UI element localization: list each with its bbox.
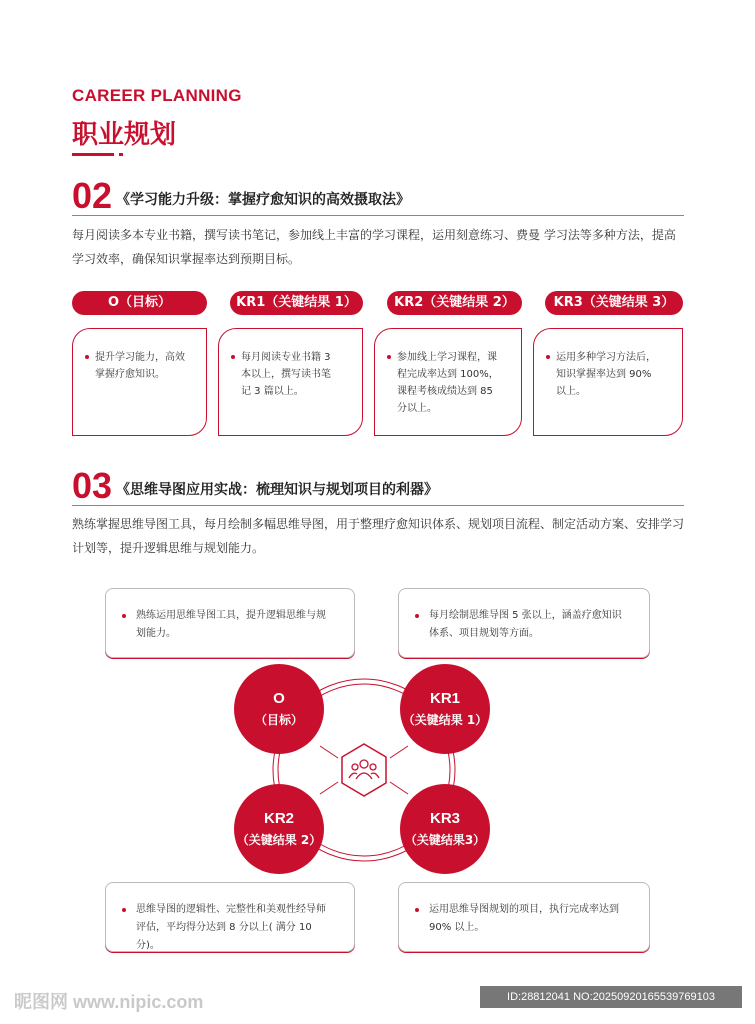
watermark-site: 昵图网 www.nipic.com [14,992,204,1012]
card-kr1-text: 每月阅读专业书籍 3 本以上，撰写读书笔 记 3 篇以上。 [241,352,331,397]
circle-kr1 [400,664,490,754]
circle-kr2-label: KR2 [263,810,294,827]
section-02-number: 02 [72,175,113,216]
spoke-br [390,782,408,794]
circle-kr3-sub: （关键结果3） [404,833,486,847]
card-kr2-text: 参加线上学习课程，课 程完成率达到 100%， 课程考核成绩达到 85 分以上。 [397,352,499,414]
spoke-tr [390,746,408,758]
section-02-paragraph: 每月阅读多本专业书籍，撰写读书笔记，参加线上丰富的学习课程，运用刻意练习、费曼 学习法等多种方法，提高学习效率，确保知识掌握率达到预期目标。 [72,228,676,266]
circle-kr1-sub: （关键结果 1） [402,713,488,727]
bullet-dot [122,908,126,912]
mindmap-box-kr2 [105,882,355,952]
pill-kr2: KR2（关键结果 2） [387,291,522,315]
section-03-title: 《思维导图应用实战：梳理知识与规划项目的利器》 [116,482,438,498]
circle-objective-sub: （目标） [254,713,303,727]
circle-kr2-sub: （关键结果 2） [236,833,322,847]
mindmap-box-kr1-text: 每月绘制思维导图 5 张以上，涵盖疗愈知识 体系、项目规划等方面。 [429,610,622,639]
section-02-title: 《学习能力升级：掌握疗愈知识的高效摄取法》 [116,192,410,208]
circle-kr2 [234,784,324,874]
mindmap-box-kr2-text: 思维导图的逻辑性、完整性和美观性经导师 评估，平均得分达到 8 分以上( 满分 10 分)。 [136,904,326,951]
mindmap-box-kr3 [398,882,650,952]
pill-objective: O（目标） [72,291,207,315]
spoke-bl [320,782,338,794]
circle-objective [234,664,324,754]
mindmap-box-kr3-text: 运用思维导图规划的项目，执行完成率达到 90% 以上。 [429,904,619,933]
watermark-id: ID:28812041 NO:20250920165539769103 [480,986,742,1008]
pill-kr3: KR3（关键结果 3） [545,291,683,315]
card-objective-text: 提升学习能力，高效 掌握疗愈知识。 [95,352,185,380]
mindmap-box-objective-text: 熟练运用思维导图工具，提升逻辑思维与规 划能力。 [136,610,326,639]
bullet-dot [415,908,419,912]
center-hexagon [342,744,386,796]
mindmap-box-kr1 [398,588,650,658]
bullet-dot [415,614,419,618]
section-03-paragraph: 熟练掌握思维导图工具，每月绘制多幅思维导图，用于整理疗愈知识体系、规划项目流程、制定活动方案、安排学习计划等，提升逻辑思维与规划能力。 [72,517,685,555]
mindmap-box-objective [105,588,355,658]
card-kr3-text: 运用多种学习方法后， 知识掌握率达到 90% 以上。 [556,352,656,397]
pill-kr1: KR1（关键结果 1） [230,291,363,315]
circle-objective-label: O [273,690,285,707]
circle-kr1-label: KR1 [429,690,460,707]
circle-kr3 [400,784,490,874]
bullet-dot [122,614,126,618]
spoke-tl [320,746,338,758]
section-03-number: 03 [72,465,113,506]
circle-kr3-label: KR3 [429,810,460,827]
page-title: 职业规划 [72,120,177,150]
header-kicker: CAREER PLANNING [72,86,242,105]
